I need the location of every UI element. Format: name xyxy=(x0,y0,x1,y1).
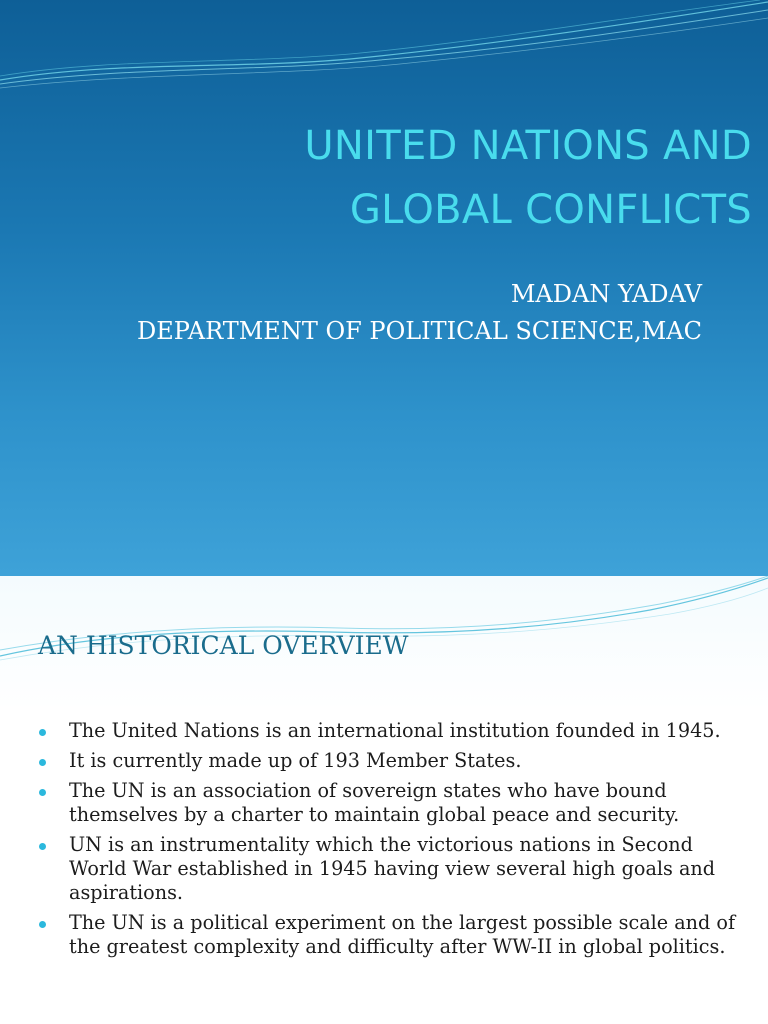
list-item xyxy=(37,911,737,959)
bullet-dot-icon xyxy=(39,759,46,766)
list-item xyxy=(37,719,737,743)
bullet-dot-icon xyxy=(39,729,46,736)
list-item-text: The UN is an association of sovereign states who have bound themselves by a charter to maintain global peace and security. xyxy=(69,779,680,826)
title-line-1: UNITED NATIONS AND xyxy=(304,123,752,169)
presentation-subtitle xyxy=(22,276,702,350)
overview-slide xyxy=(0,576,768,1024)
presentation-title xyxy=(52,114,752,242)
list-item xyxy=(37,833,737,905)
list-item-text: The UN is a political experiment on the largest possible scale and of the greatest complexity and difficulty after WW-II in global politics. xyxy=(69,911,736,958)
list-item xyxy=(37,779,737,827)
department-name: DEPARTMENT OF POLITICAL SCIENCE,MAC xyxy=(137,317,702,345)
list-item xyxy=(37,749,737,773)
bullet-list xyxy=(37,719,737,965)
bullet-dot-icon xyxy=(39,921,46,928)
list-item-text: The United Nations is an international institution founded in 1945. xyxy=(69,719,721,742)
slide-heading: AN HISTORICAL OVERVIEW xyxy=(38,631,409,660)
title-line-2: GLOBAL CONFLICTS xyxy=(349,187,752,233)
list-item-text: UN is an instrumentality which the victorious nations in Second World War established in 1945 having view several high goals and aspirations. xyxy=(69,833,716,904)
list-item-text: It is currently made up of 193 Member States. xyxy=(69,749,522,772)
decorative-wave-lines xyxy=(0,0,768,120)
author-name: MADAN YADAV xyxy=(510,280,702,308)
bullet-dot-icon xyxy=(39,789,46,796)
bullet-dot-icon xyxy=(39,843,46,850)
